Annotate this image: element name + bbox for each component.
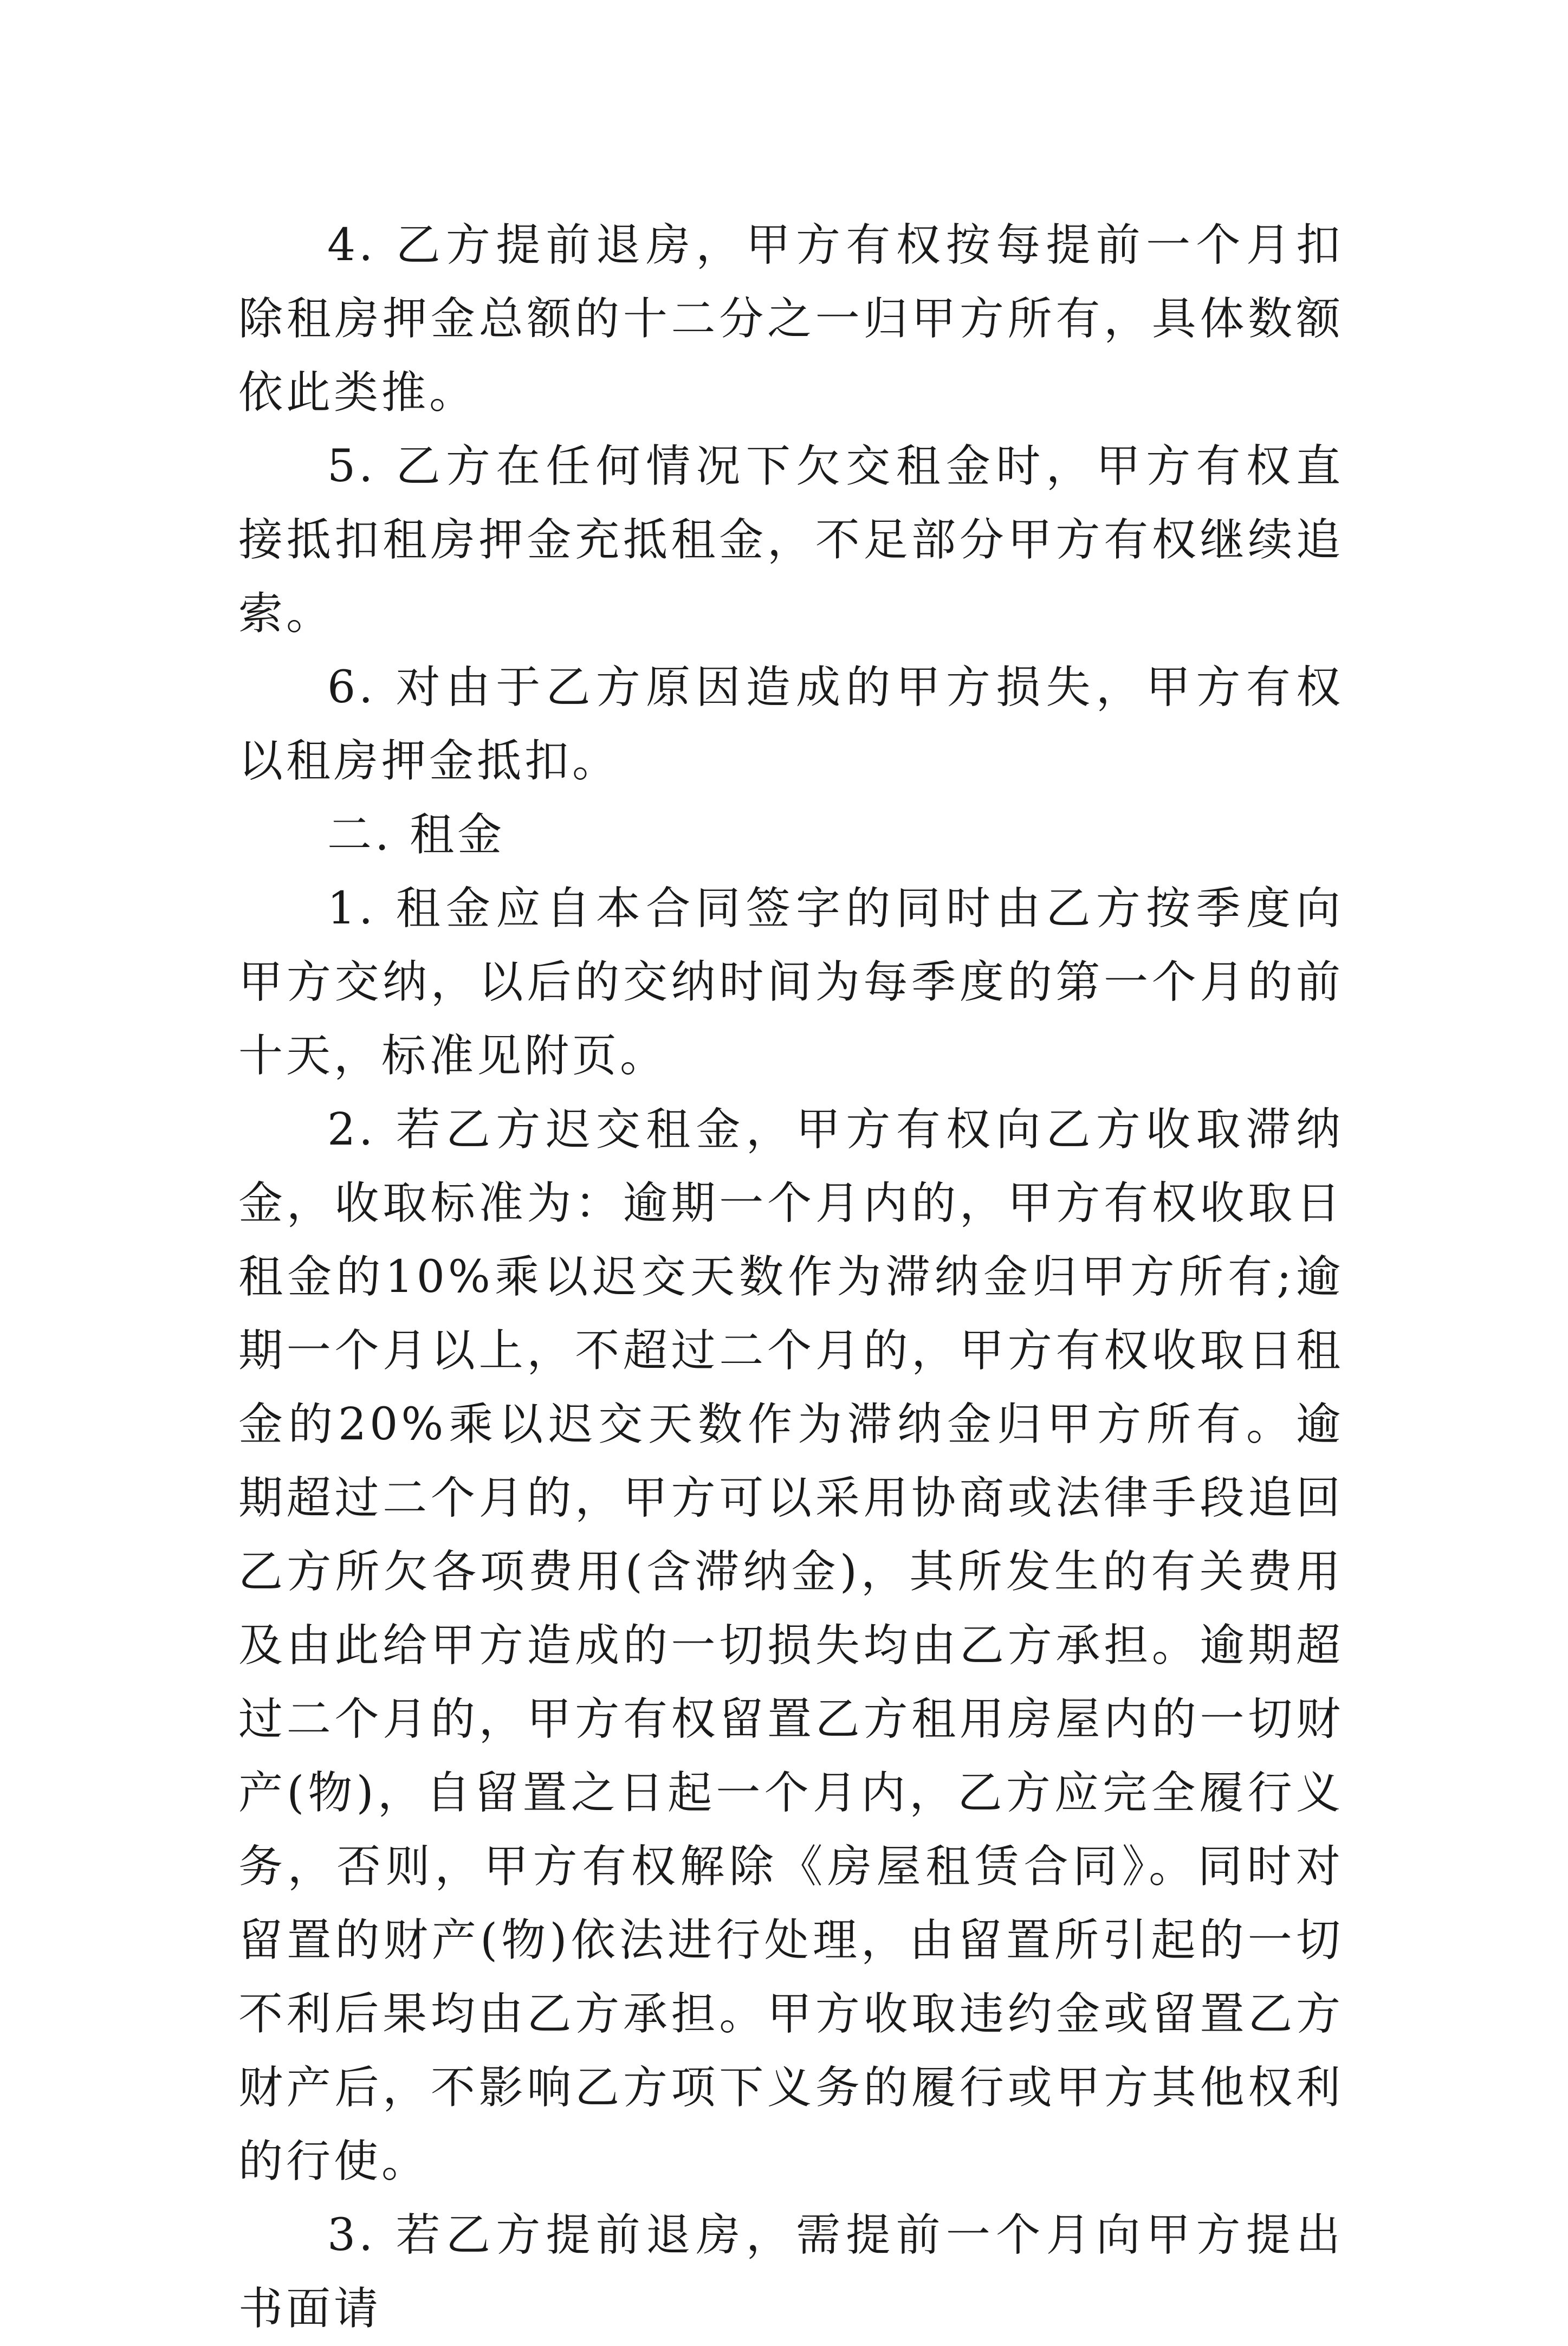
paragraph-rent-1: 1. 租金应自本合同签字的同时由乙方按季度向甲方交纳，以后的交纳时间为每季度的第一个月的前十天，标准见附页。: [238, 883, 1344, 1082]
paragraph-clause-4: 4. 乙方提前退房，甲方有权按每提前一个月扣除租房押金总额的十二分之一归甲方所有，具体数额依此类推。: [238, 219, 1344, 418]
paragraph-rent-2: 2. 若乙方迟交租金，甲方有权向乙方收取滞纳金，收取标准为：逾期一个月内的，甲方有权收取日租金的10%乘以迟交天数作为滞纳金归甲方所有;逾期一个月以上，不超过二个月的，甲方有权收取日租金的20%乘以迟交天数作为滞纳金归甲方所有。逾期超过二个月的，甲方可以采用协商或法律手段追回乙方所欠各项费用(含滞纳金)，其所发生的有关费用及由此给甲方造成的一切损失均由乙方承担。逾期超过二个月的，甲方有权留置乙方租用房屋内的一切财产(物)，自留置之日起一个月内，乙方应完全履行义务，否则，甲方有权解除《房屋租赁合同》。同时对留置的财产(物)依法进行处理，由留置所引起的一切不利后果均由乙方承担。甲方收取违约金或留置乙方财产后，不影响乙方项下义务的履行或甲方其他权利的行使。: [238, 1104, 1344, 2187]
paragraph-rent-3: 3. 若乙方提前退房，需提前一个月向甲方提出书面请: [238, 2209, 1344, 2335]
paragraph-clause-6: 6. 对由于乙方原因造成的甲方损失，甲方有权以租房押金抵扣。: [238, 662, 1344, 787]
paragraph-clause-5: 5. 乙方在任何情况下欠交租金时，甲方有权直接抵扣租房押金充抵租金，不足部分甲方有权继续追索。: [238, 441, 1344, 639]
document-body: [238, 209, 1344, 2346]
section-heading-rent: 二. 租金: [327, 809, 506, 861]
